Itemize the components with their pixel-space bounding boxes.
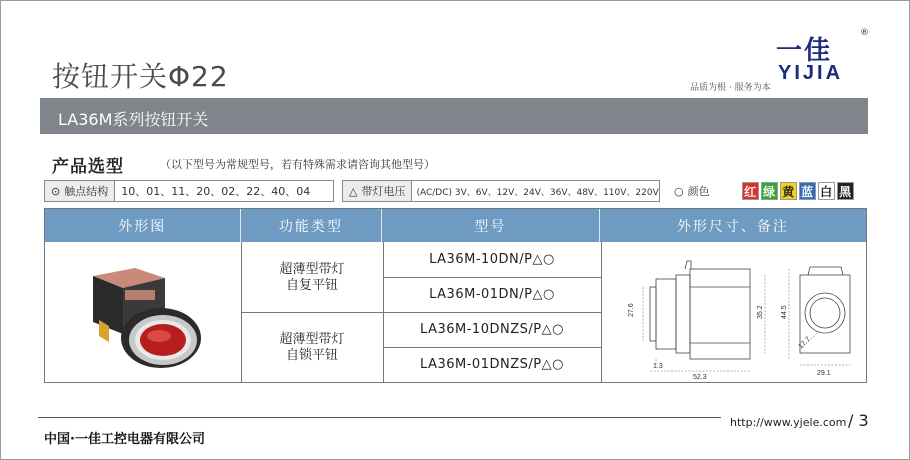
voltage-option bbox=[342, 180, 660, 202]
function-type-1 bbox=[241, 262, 383, 294]
model-number: LA36M-01DNZS/P△○ bbox=[420, 357, 564, 372]
contacts-values: 10、01、11、20、02、22、40、04 bbox=[121, 185, 311, 198]
footer-divider bbox=[38, 417, 721, 418]
function-line: 自复平钮 bbox=[285, 278, 338, 293]
banner-text: LA36M系列按钮开关 bbox=[58, 110, 209, 129]
color-label: 颜色 bbox=[687, 185, 710, 198]
dimension-label: 35.2 bbox=[757, 305, 764, 319]
voltage-label-cell bbox=[343, 181, 412, 201]
header-function: 功能类型 bbox=[241, 209, 383, 242]
triangle-icon: △ bbox=[349, 184, 358, 198]
circle-icon: ○ bbox=[674, 184, 684, 198]
color-chips bbox=[742, 182, 854, 200]
header-model: 型号 bbox=[382, 209, 599, 242]
header-dimensions: 外形尺寸、备注 bbox=[676, 218, 789, 235]
model-table bbox=[44, 208, 867, 383]
row-divider bbox=[383, 347, 601, 348]
function-line: 自锁平钮 bbox=[285, 348, 338, 363]
circle-dot-icon: ⊙ bbox=[51, 184, 61, 198]
table-header bbox=[45, 209, 866, 242]
dimension-label: 52.3 bbox=[693, 374, 707, 381]
color-chip: 绿 bbox=[761, 182, 778, 200]
color-chip: 黄 bbox=[780, 182, 797, 200]
function-line: 超薄型带灯 bbox=[279, 262, 345, 277]
contacts-label: 触点结构 bbox=[64, 185, 109, 198]
logo-english: YIJIA bbox=[778, 62, 844, 84]
page-number: / 3 bbox=[848, 411, 869, 430]
registered-mark: ® bbox=[860, 28, 869, 38]
product-photo bbox=[75, 256, 215, 374]
company-name: 中国·一佳工控电器有限公司 bbox=[44, 432, 205, 447]
row-divider bbox=[383, 277, 601, 278]
selection-note: （以下型号为常规型号，若有特殊需求请咨询其他型号） bbox=[160, 158, 435, 171]
brand-slogan: 品质为根 · 服务为本 bbox=[690, 83, 771, 93]
series-banner bbox=[40, 98, 868, 134]
header-appearance: 外形图 bbox=[45, 209, 241, 242]
function-line: 超薄型带灯 bbox=[279, 332, 345, 347]
dimension-label: 27.6 bbox=[628, 303, 635, 317]
contacts-label-cell bbox=[45, 181, 115, 201]
color-chip: 蓝 bbox=[799, 182, 816, 200]
dimension-label: 17.7 bbox=[797, 335, 813, 351]
model-number: LA36M-01DN/P△○ bbox=[429, 287, 555, 302]
logo-chinese: 一佳 bbox=[776, 36, 833, 66]
voltage-values: (AC/DC) 3V、6V、12V、24V、36V、48V、110V、220V bbox=[416, 187, 659, 198]
function-type-2 bbox=[241, 332, 383, 364]
dimension-drawing bbox=[605, 247, 865, 381]
color-chip: 白 bbox=[818, 182, 835, 200]
dimension-label: 44.5 bbox=[781, 305, 788, 319]
model-number: LA36M-10DN/P△○ bbox=[429, 252, 555, 267]
model-number: LA36M-10DNZS/P△○ bbox=[420, 322, 564, 337]
voltage-label: 带灯电压 bbox=[361, 185, 406, 198]
color-label-cell bbox=[668, 180, 716, 202]
color-chip: 红 bbox=[742, 182, 759, 200]
selection-heading: 产品选型 bbox=[52, 157, 124, 177]
column-divider bbox=[601, 242, 602, 382]
dimension-label: 29.1 bbox=[817, 370, 831, 377]
row-divider bbox=[241, 312, 601, 313]
brand-logo bbox=[770, 30, 870, 82]
color-option bbox=[668, 180, 868, 202]
website-link[interactable]: http://www.yjele.com bbox=[730, 416, 847, 429]
dimension-label: 1.3 bbox=[653, 363, 663, 370]
color-chip: 黑 bbox=[837, 182, 854, 200]
contacts-option bbox=[44, 180, 334, 202]
page-title: 按钮开关Φ22 bbox=[52, 60, 229, 93]
